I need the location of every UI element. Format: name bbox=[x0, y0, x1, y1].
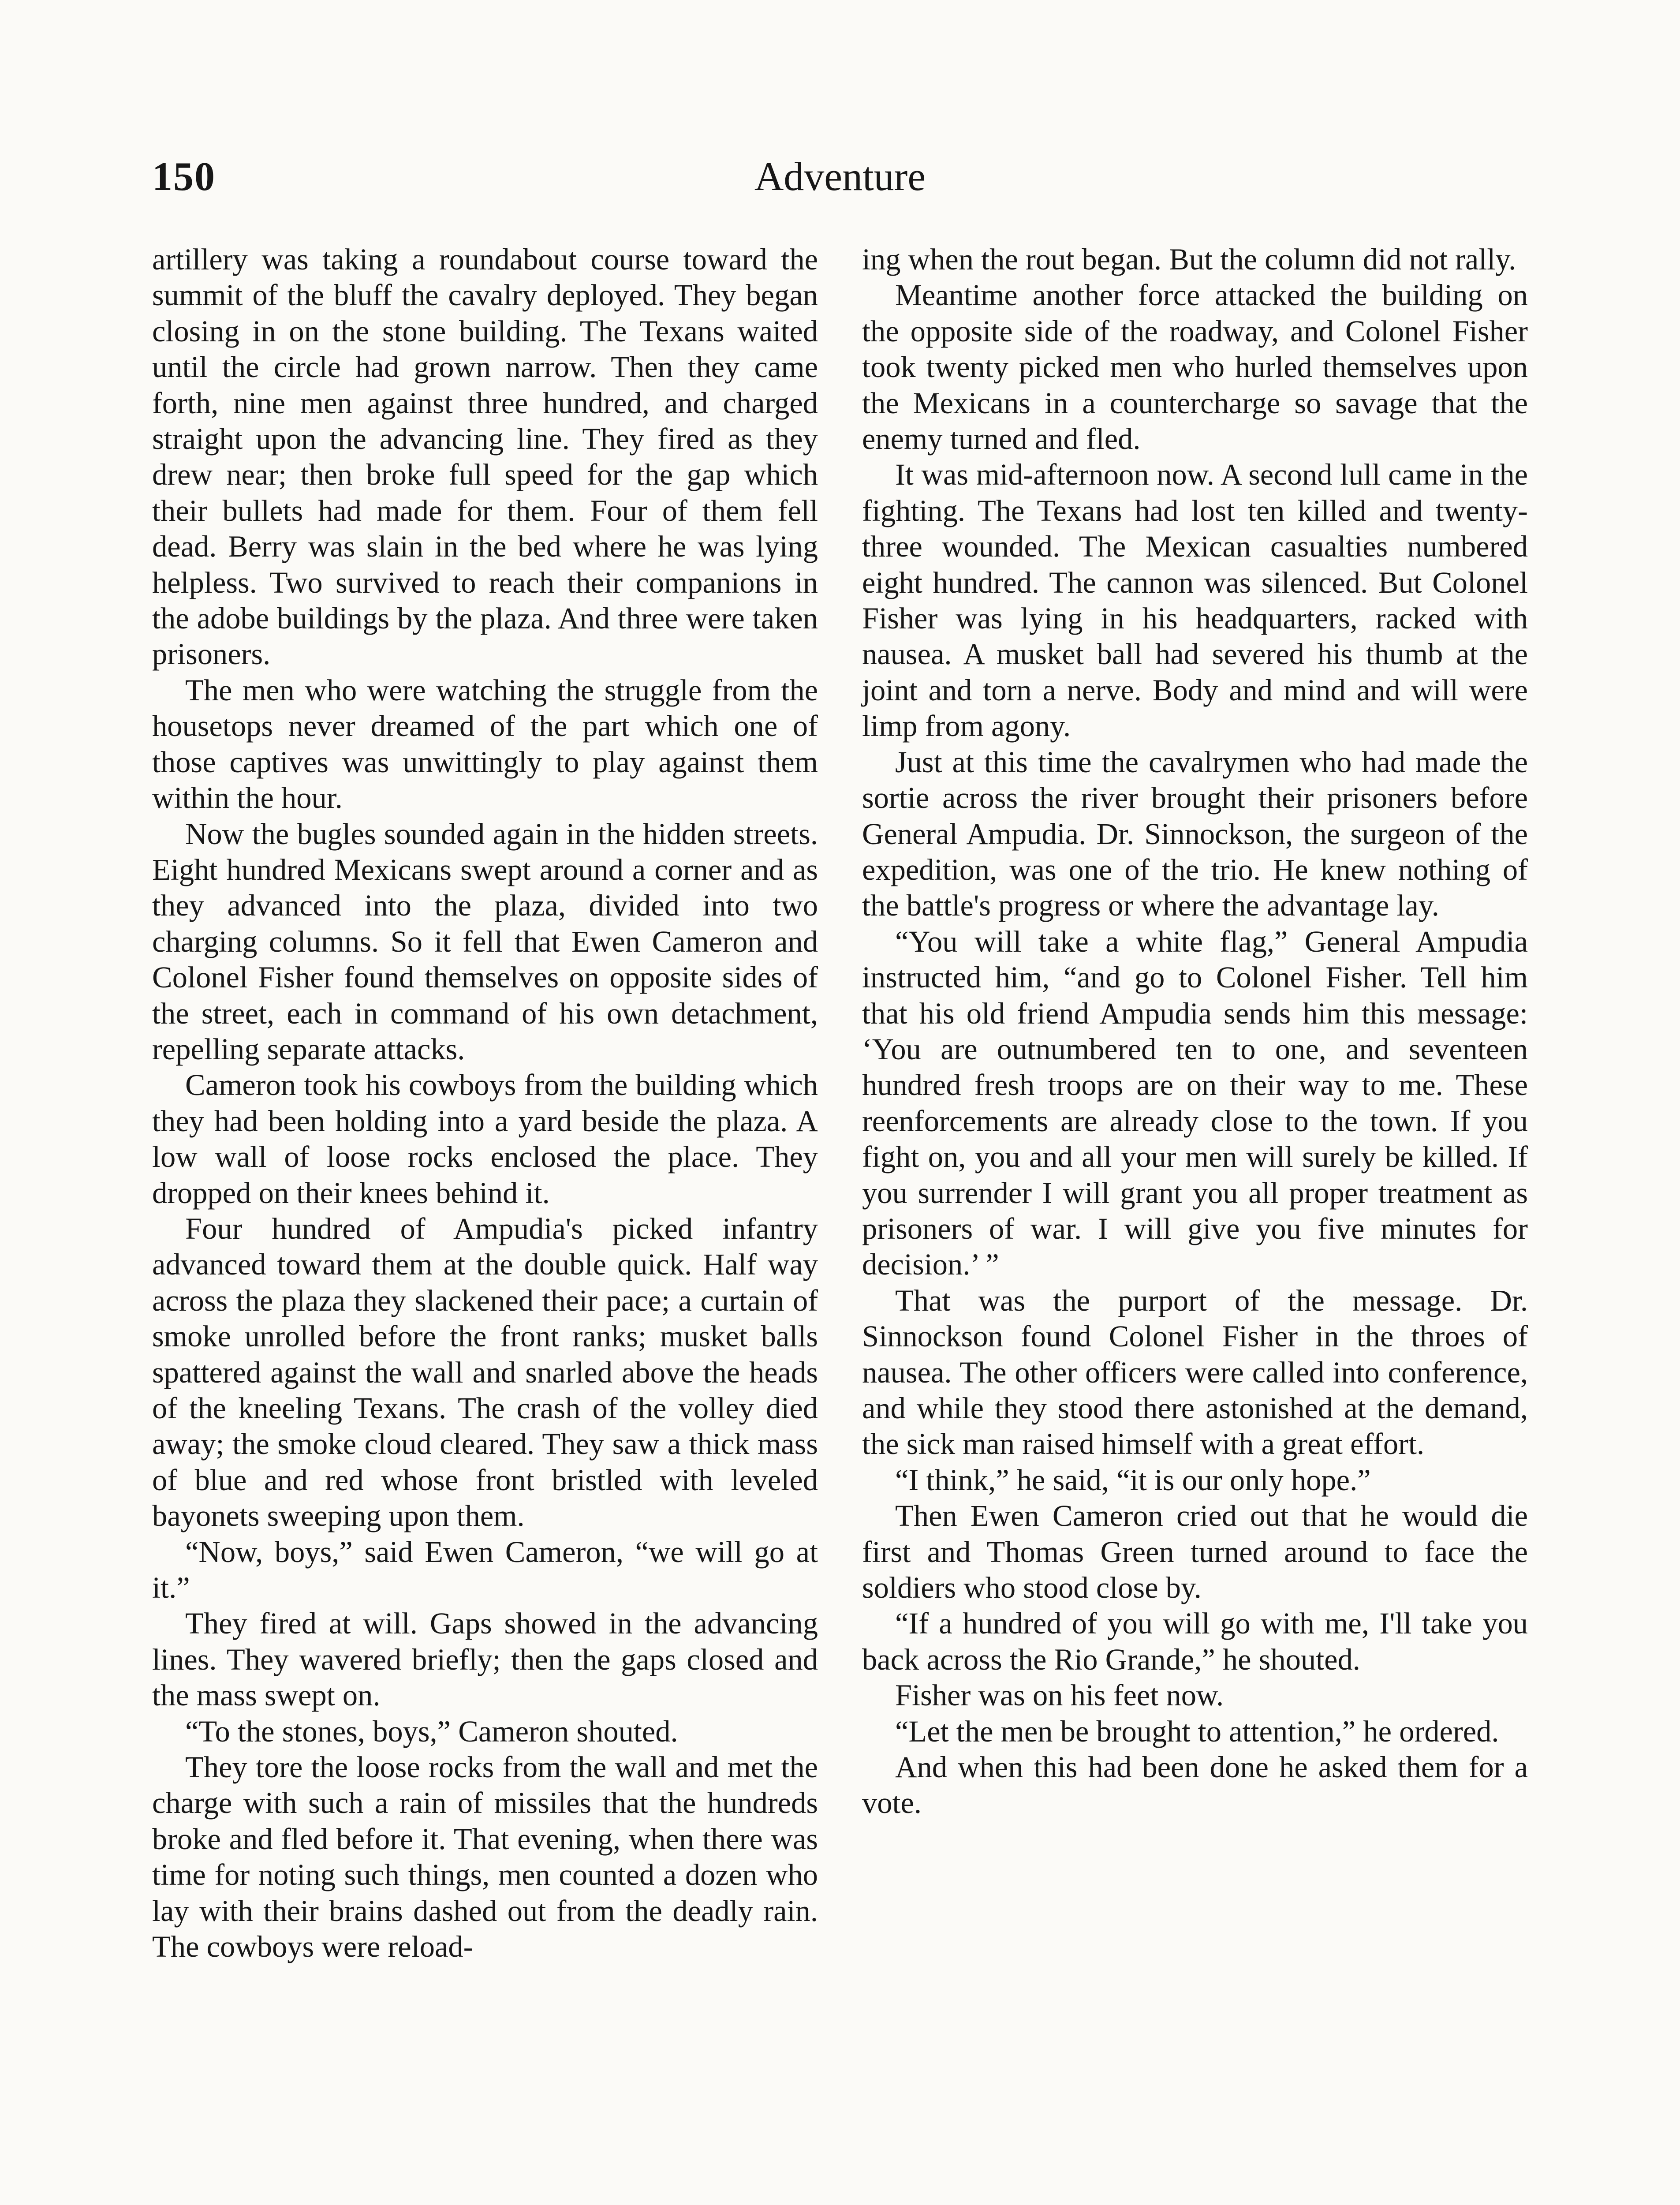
page-header bbox=[152, 146, 1528, 207]
paragraph: “I think,” he said, “it is our only hope.” bbox=[895, 1463, 1371, 1497]
paragraph: Four hundred of Ampudia's picked infantry advanced toward them at the double quick. Half way across the plaza they slackened their pace; a curtain of smoke unrolled before the front ranks; musket balls spattered against the wall and snarled above the heads of the kneeling Texans. The crash of the volley died away; the smoke cloud cleared. They saw a thick mass of blue and red whose front bristled with leveled bayonets sweeping upon them. bbox=[152, 1211, 818, 1533]
paragraph: And when this had been done he asked them for a vote. bbox=[862, 1750, 1528, 1820]
paragraph: “To the stones, boys,” Cameron shouted. bbox=[185, 1714, 678, 1748]
paragraph: They fired at will. Gaps showed in the advancing lines. They wavered briefly; then the gaps closed and the mass swept on. bbox=[152, 1607, 818, 1712]
paragraph: “Now, boys,” said Ewen Cameron, “we will go at it.” bbox=[152, 1535, 818, 1605]
right-column bbox=[862, 242, 1528, 1821]
paragraph: They tore the loose rocks from the wall and met the charge with such a rain of missiles that the hundreds broke and fled before it. That evening, when there was time for noting such things, men counted a dozen who lay with their brains dashed out from the deadly rain. The cowboys were reload- bbox=[152, 1750, 818, 1964]
paragraph: “You will take a white flag,” General Ampudia instructed him, “and go to Colonel Fisher. Tell him that his old friend Ampudia sends him this message: ‘You are outnumbered ten to one, and seventeen hundred fresh troops are on their way to me. These reenforcements are already close to the town. If you fight on, you and all your men will surely be killed. If you surrender I will grant you all proper treatment as prisoners of war. I will give you five minutes for decision.’ ” bbox=[862, 924, 1528, 1282]
paragraph: The men who were watching the struggle from the housetops never dreamed of the part which one of those captives was unwittingly to play against them within the hour. bbox=[152, 673, 818, 815]
paragraph: “Let the men be brought to attention,” he ordered. bbox=[895, 1714, 1499, 1748]
page-number: 150 bbox=[152, 154, 216, 199]
paragraph: Now the bugles sounded again in the hidden streets. Eight hundred Mexicans swept around a corner and as they advanced into the plaza, divided into two charging columns. So it fell that Ewen Cameron and Colonel Fisher found themselves on opposite sides of the street, each in command of his own detachment, repelling separate attacks. bbox=[152, 817, 818, 1066]
paragraph: artillery was taking a roundabout course toward the summit of the bluff the cavalry deployed. They began closing in on the stone building. The Texans waited until the circle had grown narrow. Then they came forth, nine men against three hundred, and charged straight upon the advancing line. They fired as they drew near; then broke full speed for the gap which their bullets had made for them. Four of them fell dead. Berry was slain in the bed where he was lying helpless. Two survived to reach their companions in the adobe buildings by the plaza. And three were taken prisoners. bbox=[152, 243, 818, 671]
paragraph: Then Ewen Cameron cried out that he would die first and Thomas Green turned around to face the soldiers who stood close by. bbox=[862, 1499, 1528, 1605]
paragraph: ing when the rout began. But the column did not rally. bbox=[862, 243, 1516, 276]
left-column bbox=[152, 242, 818, 1965]
paragraph: That was the purport of the message. Dr. Sinnockson found Colonel Fisher in the throes of nausea. The other officers were called into conference, and while they stood there astonished at the demand, the sick man raised himself with a great effort. bbox=[862, 1283, 1528, 1461]
running-title: Adventure bbox=[754, 154, 926, 199]
paragraph: It was mid-afternoon now. A second lull came in the fighting. The Texans had lost ten killed and twenty-three wounded. The Mexican casualties numbered eight hundred. The cannon was silenced. But Colonel Fisher was lying in his headquarters, racked with nausea. A musket ball had severed his thumb at the joint and torn a nerve. Body and mind and will were limp from agony. bbox=[862, 458, 1528, 743]
paragraph: Cameron took his cowboys from the building which they had been holding into a yard beside the plaza. A low wall of loose rocks enclosed the place. They dropped on their knees behind it. bbox=[152, 1068, 818, 1210]
paragraph: “If a hundred of you will go with me, I'll take you back across the Rio Grande,” he shouted. bbox=[862, 1607, 1528, 1676]
paragraph: Just at this time the cavalrymen who had made the sortie across the river brought their prisoners before General Ampudia. Dr. Sinnockson, the surgeon of the expedition, was one of the trio. He knew nothing of the battle's progress or where the advantage lay. bbox=[862, 745, 1528, 923]
paragraph: Meantime another force attacked the building on the opposite side of the roadway, and Colonel Fisher took twenty picked men who hurled themselves upon the Mexicans in a countercharge so savage that the enemy turned and fled. bbox=[862, 278, 1528, 456]
paragraph: Fisher was on his feet now. bbox=[895, 1678, 1224, 1712]
